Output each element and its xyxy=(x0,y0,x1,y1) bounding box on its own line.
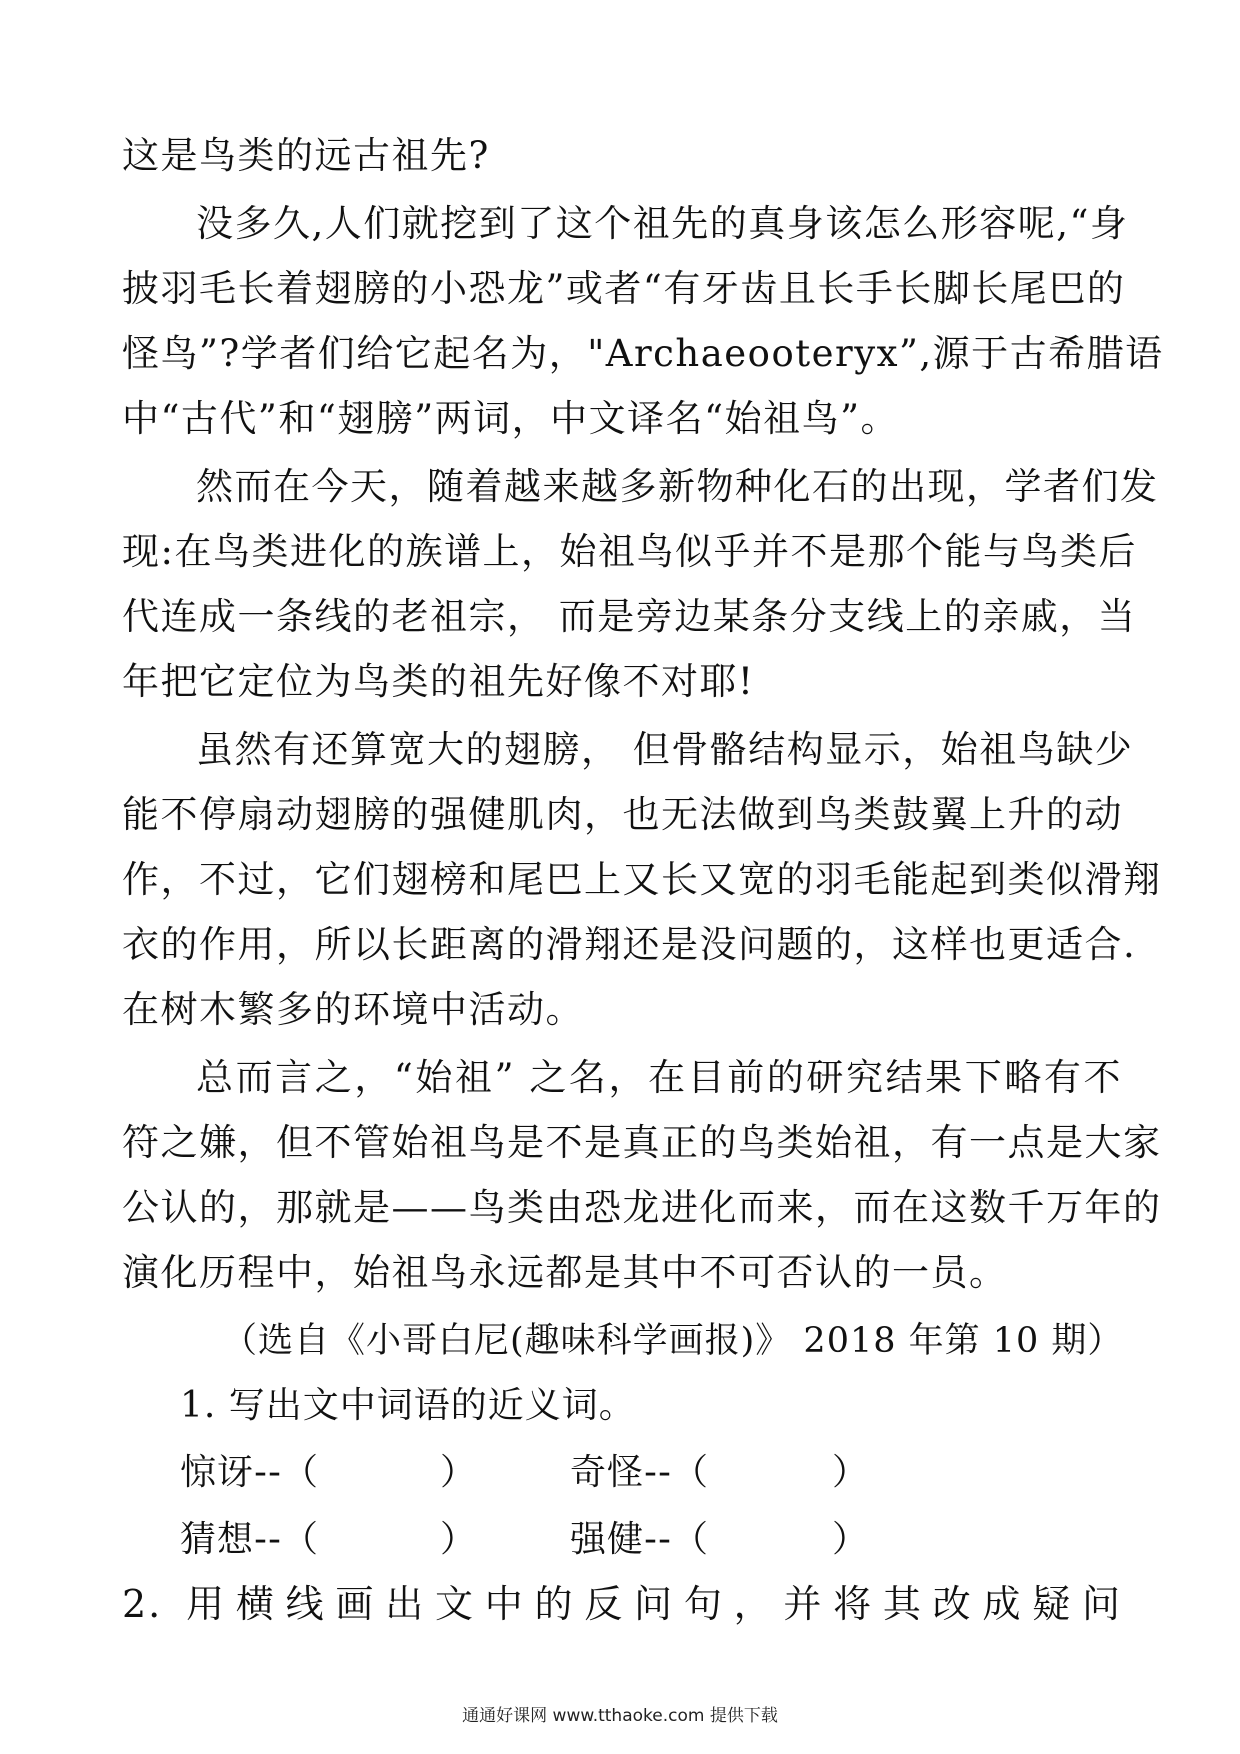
source-citation: （选自《小哥白尼(趣味科学画报)》 2018 年第 10 期） xyxy=(222,1321,1124,1361)
passage-line: 没多久,人们就挖到了这个祖先的真身该怎么形容呢,“身 xyxy=(196,202,1129,245)
close-paren: ） xyxy=(832,1519,869,1560)
passage-line: 这是鸟类的远古祖先? xyxy=(122,134,490,177)
question-1-title: 1. 写出文中词语的近义词。 xyxy=(180,1385,636,1426)
question-2-text: 2. 用横线画出文中的反问句，并将其改成疑问 xyxy=(122,1582,1122,1626)
passage-line: 衣的作用，所以长距离的滑翔还是没问题的，这样也更适合. xyxy=(122,923,1137,966)
close-paren: ） xyxy=(832,1452,869,1493)
synonym-word-4: 强健--（ xyxy=(570,1519,709,1560)
synonym-word-3: 猜想--（ xyxy=(180,1519,319,1560)
passage-line: 代连成一条线的老祖宗， 而是旁边某条分支线上的亲戚，当 xyxy=(122,595,1137,638)
passage-line: 年把它定位为鸟类的祖先好像不对耶! xyxy=(122,660,755,703)
passage-line: 公认的，那就是——鸟类由恐龙进化而来，而在这数千万年的 xyxy=(122,1186,1162,1229)
close-paren: ） xyxy=(440,1452,477,1493)
footer-credit: 通通好课网 www.tthaoke.com 提供下载 xyxy=(462,1706,778,1726)
passage-line: 虽然有还算宽大的翅膀， 但骨骼结构显示，始祖鸟缺少 xyxy=(196,728,1134,771)
passage-line: 总而言之，“始祖” 之名，在目前的研究结果下略有不 xyxy=(196,1056,1122,1099)
synonym-answer-blank-3[interactable] xyxy=(340,1519,440,1559)
passage-line: 作，不过，它们翅榜和尾巴上又长又宽的羽毛能起到类似滑翔 xyxy=(122,858,1162,901)
passage-line: 怪鸟”?学者们给它起名为，"Archaeooteryx”,源于古希腊语 xyxy=(122,332,1164,375)
passage-line: 演化历程中，始祖鸟永远都是其中不可否认的一员。 xyxy=(122,1251,1008,1294)
passage-line: 现:在鸟类进化的族谱上，始祖鸟似乎并不是那个能与鸟类后 xyxy=(122,530,1137,573)
synonym-word-2: 奇怪--（ xyxy=(570,1452,709,1493)
synonym-answer-blank-1[interactable] xyxy=(340,1452,440,1492)
synonym-word-1: 惊讶--（ xyxy=(180,1452,319,1493)
passage-line: 然而在今天，随着越来越多新物种化石的出现，学者们发 xyxy=(196,465,1159,508)
passage-line: 能不停扇动翅膀的强健肌肉，也无法做到鸟类鼓翼上升的动 xyxy=(122,793,1123,836)
synonym-answer-blank-4[interactable] xyxy=(730,1519,830,1559)
passage-line: 披羽毛长着翅膀的小恐龙”或者“有牙齿且长手长脚长尾巴的 xyxy=(122,267,1126,310)
passage-line: 在树木繁多的环境中活动。 xyxy=(122,988,584,1031)
passage-line: 中“古代”和“翅膀”两词，中文译名“始祖鸟”。 xyxy=(122,397,899,440)
synonym-answer-blank-2[interactable] xyxy=(730,1452,830,1492)
close-paren: ） xyxy=(440,1519,477,1560)
passage-line: 符之嫌，但不管始祖鸟是不是真正的鸟类始祖，有一点是大家 xyxy=(122,1121,1162,1164)
